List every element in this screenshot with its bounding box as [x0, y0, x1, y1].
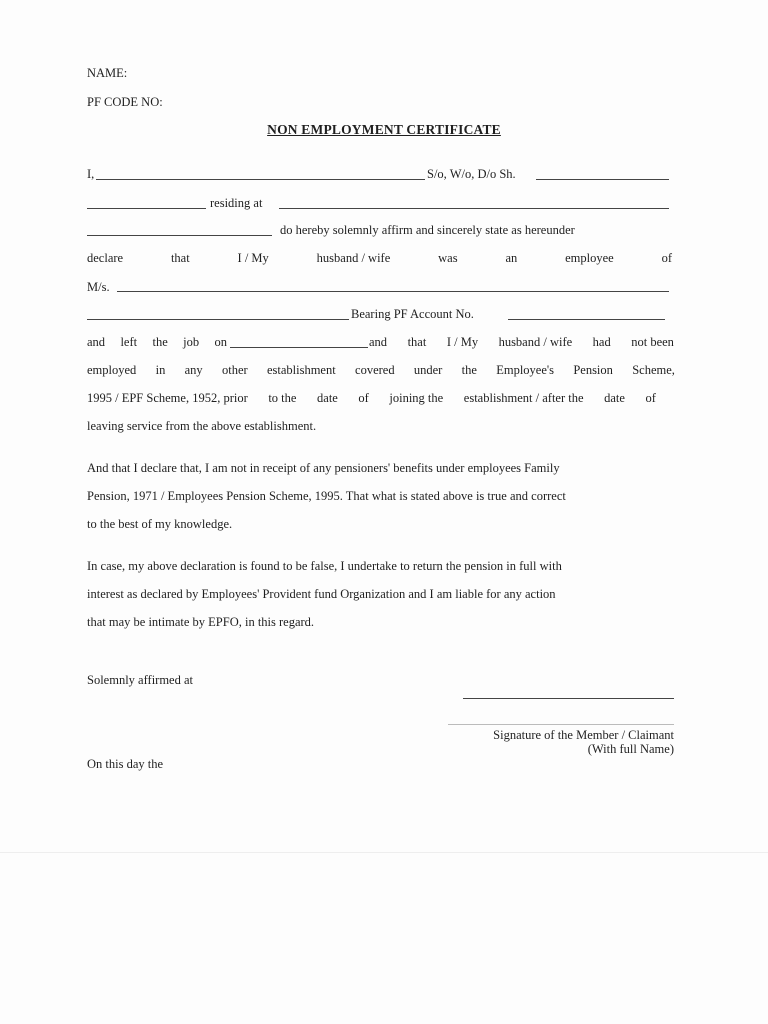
declare-word: declare	[87, 251, 124, 265]
name-blank-line[interactable]	[96, 179, 425, 180]
left-job-word: job	[183, 335, 200, 349]
leaving-date-blank-line[interactable]	[230, 347, 368, 348]
employed-word: under	[413, 363, 443, 377]
father-name-blank-line[interactable]	[536, 179, 669, 180]
line1-relation: S/o, W/o, D/o Sh.	[427, 167, 516, 181]
employed-word: establishment	[266, 363, 336, 377]
bearing-pf-label: Bearing PF Account No.	[351, 307, 474, 321]
full-name-label: (With full Name)	[587, 742, 674, 756]
declaration-para-line: And that I declare that, I am not in receipt of any pensioners' benefits under employees Family	[87, 461, 560, 475]
affirm-text: do hereby solemnly affirm and sincerely state as hereunder	[280, 223, 575, 237]
scheme-word: 1995 / EPF Scheme, 1952, prior	[87, 391, 248, 405]
declare-word: was	[438, 251, 458, 265]
signature-blank-line[interactable]	[463, 698, 674, 699]
scheme-word: of	[358, 391, 369, 405]
left-job-word: the	[152, 335, 168, 349]
scheme-word: date	[317, 391, 338, 405]
affirmed-at-label: Solemnly affirmed at	[87, 673, 193, 687]
declare-word: of	[661, 251, 672, 265]
certificate-title: NON EMPLOYMENT CERTIFICATE	[267, 122, 501, 137]
declare-word: I / My	[237, 251, 269, 265]
declare-word: husband / wife	[316, 251, 391, 265]
employed-word: Employee's	[496, 363, 555, 377]
left-job-word: left	[120, 335, 138, 349]
declare-line	[87, 251, 672, 266]
employed-word: other	[221, 363, 248, 377]
employed-line	[87, 363, 675, 378]
had-not-been-word: that	[407, 335, 427, 349]
scan-fold-line	[0, 852, 768, 853]
scheme-word: to the	[268, 391, 297, 405]
declare-word: that	[170, 251, 190, 265]
left-job-line	[87, 335, 227, 350]
left-job-word: on	[214, 335, 227, 349]
this-day-label: On this day the	[87, 757, 164, 771]
scheme-word: joining the	[389, 391, 444, 405]
employed-word: Pension	[573, 363, 613, 377]
scheme-word: date	[604, 391, 625, 405]
scheme-line	[87, 391, 656, 406]
declare-word: an	[505, 251, 518, 265]
employed-word: in	[155, 363, 166, 377]
had-not-been-word: husband / wife	[498, 335, 573, 349]
had-not-been-word: had	[592, 335, 611, 349]
pf-account-blank-line[interactable]	[508, 319, 665, 320]
employer-cont-blank-line[interactable]	[87, 319, 349, 320]
undertaking-para-line: In case, my above declaration is found to be false, I undertake to return the pension in full with	[87, 559, 562, 573]
undertaking-para-line: interest as declared by Employees' Provident fund Organization and I am liable for any action	[87, 587, 556, 601]
employed-word: employed	[87, 363, 137, 377]
had-not-been-line	[369, 335, 674, 350]
scheme-word: establishment / after the	[463, 391, 584, 405]
ms-label: M/s.	[87, 280, 110, 294]
undertaking-para-line: that may be intimate by EPFO, in this regard.	[87, 615, 315, 629]
residing-at-label: residing at	[210, 196, 263, 210]
address-blank-line[interactable]	[279, 208, 669, 209]
employed-word: the	[461, 363, 477, 377]
signature-label: Signature of the Member / Claimant	[493, 728, 674, 742]
had-not-been-word: I / My	[446, 335, 479, 349]
leaving-service-text: leaving service from the above establishment.	[87, 419, 317, 433]
employed-word: covered	[355, 363, 395, 377]
scheme-word: of	[645, 391, 656, 405]
had-not-been-word: and	[369, 335, 388, 349]
employed-word: Scheme,	[632, 363, 675, 377]
declaration-para-line: to the best of my knowledge.	[87, 517, 233, 531]
signature-rule	[448, 724, 674, 725]
employer-blank-line[interactable]	[117, 291, 669, 292]
line1-prefix: I,	[87, 167, 95, 181]
address-cont-blank-line[interactable]	[87, 235, 272, 236]
pf-code-label: PF CODE NO:	[87, 95, 163, 109]
employed-word: any	[184, 363, 203, 377]
had-not-been-word: not been	[631, 335, 674, 349]
left-job-word: and	[87, 335, 106, 349]
name-label: NAME:	[87, 66, 128, 80]
declaration-para-line: Pension, 1971 / Employees Pension Scheme, 1995. That what is stated above is true and correct	[87, 489, 566, 503]
residing-prefix-blank-line[interactable]	[87, 208, 206, 209]
declare-word: employee	[565, 251, 614, 265]
